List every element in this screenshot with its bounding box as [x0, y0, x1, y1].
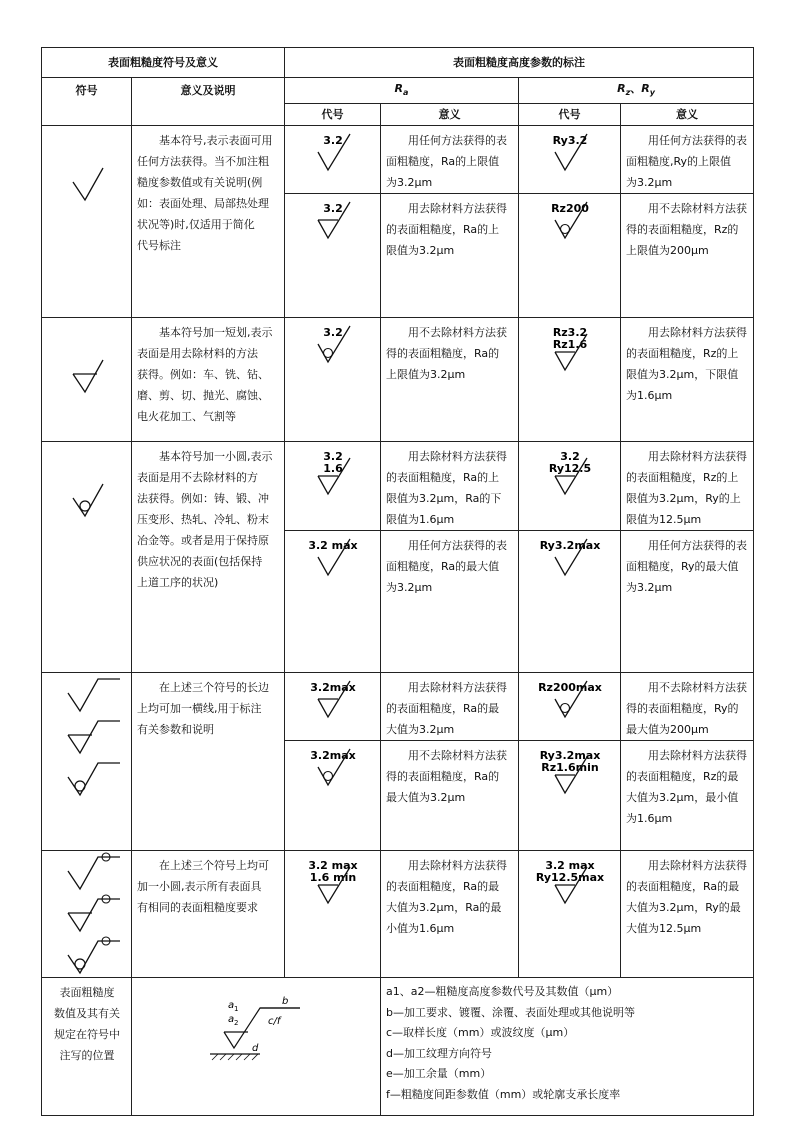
- ra-meaning: [381, 194, 519, 318]
- ra-code-symbol-icon: [288, 677, 378, 733]
- rz-code-symbol-icon: [525, 855, 615, 911]
- legend-item: d—加工纹理方向符号: [386, 1046, 492, 1060]
- ra-meaning-line: 面粗糙度，Ra的上限值: [386, 155, 500, 169]
- table-row: [42, 442, 754, 531]
- rz-meaning-line: 限值为3.2μm，Ry的上: [626, 492, 741, 506]
- ra-meaning: [381, 851, 519, 978]
- svg-text:Rz3.2: Rz3.2: [552, 326, 587, 340]
- label-d: d: [252, 1043, 259, 1055]
- symbol-cell: [42, 126, 132, 318]
- ra-meaning-line: 面粗糙度，Ra的最大值: [386, 560, 500, 574]
- rz-meaning-line: 为1.6μm: [626, 812, 673, 826]
- symbol-description-line: 任何方法获得。当不加注粗: [137, 155, 269, 169]
- ra-code-cell: [285, 318, 381, 442]
- long-leg-noremoval-symbol-icon: [56, 935, 126, 977]
- symbol-description: [132, 851, 285, 978]
- rz-meaning-line: 大值为3.2μm，最小值: [626, 791, 739, 805]
- symbol-description: [132, 442, 285, 673]
- symbol-description-line: 加一小圆,表示所有表面具: [137, 880, 262, 894]
- svg-text:Rz200: Rz200: [550, 202, 589, 216]
- ra-code-symbol-icon: [288, 322, 378, 378]
- ra-meaning-line: 用任何方法获得的表: [386, 134, 507, 148]
- notation-label-line: 注写的位置: [59, 1049, 115, 1063]
- rz-meaning: [621, 318, 754, 442]
- symbol-description: [132, 673, 285, 851]
- symbol-description-line: 如：表面处理、局部热处理: [137, 197, 269, 211]
- ra-meaning: [381, 318, 519, 442]
- rz-meaning-line: 用不去除材料方法获: [626, 202, 747, 216]
- label-cf: c/f: [268, 1016, 281, 1028]
- ra-group-header: $R_a$: [285, 78, 519, 104]
- ra-meaning-header: 意义: [381, 104, 519, 126]
- symbol-description-line: 表面是用不去除材料的方: [137, 471, 258, 485]
- svg-text:Ry12.5: Ry12.5: [548, 462, 591, 476]
- ra-meaning-line: 得的表面粗糙度，Ra的: [386, 347, 500, 361]
- svg-text:3.2: 3.2: [322, 450, 343, 464]
- symbol-cell: [42, 318, 132, 442]
- ra-code-symbol-icon: [288, 446, 378, 502]
- ra-meaning-line: 用去除材料方法获得: [386, 681, 507, 695]
- svg-text:Rz1.6min: Rz1.6min: [540, 761, 599, 775]
- ra-code-cell: [285, 126, 381, 194]
- ra-meaning: [381, 442, 519, 531]
- rz-code-cell: [519, 673, 621, 741]
- rz-code-symbol-icon: [525, 745, 615, 801]
- table-row: [42, 851, 754, 978]
- rz-code-cell: [519, 442, 621, 531]
- table-row: [42, 318, 754, 442]
- rz-meaning-line: 限值为3.2μm，下限值: [626, 368, 739, 382]
- rz-meaning-line: 得的表面粗糙度，Rz的: [626, 223, 739, 237]
- rz-meaning-line: 用去除材料方法获得: [626, 326, 747, 340]
- rz-meaning: [621, 194, 754, 318]
- symbol-description-line: 压变形、热轧、冷轧、粉末: [137, 513, 269, 527]
- symbol-description-line: 基本符号,表示表面可用: [137, 134, 273, 148]
- svg-text:Rz1.6: Rz1.6: [552, 338, 587, 352]
- rz-meaning-line: 大值为3.2μm，Ry的最: [626, 901, 741, 915]
- ra-code-symbol-icon: [288, 745, 378, 801]
- ra-code-cell: [285, 442, 381, 531]
- rz-code-symbol-icon: [525, 322, 615, 378]
- no-removal-symbol-icon: [57, 450, 117, 520]
- ra-meaning-line: 的表面粗糙度，Ra的上: [386, 471, 500, 485]
- ra-meaning-line: 用去除材料方法获得: [386, 859, 507, 873]
- rz-meaning-line: 的表面粗糙度，Rz的最: [626, 770, 739, 784]
- left-section-title: 表面粗糙度符号及意义: [42, 48, 285, 78]
- long-leg-noremoval-symbol-icon: [56, 757, 126, 799]
- right-section-title: 表面粗糙度高度参数的标注: [285, 48, 754, 78]
- long-leg-removal-symbol-icon: [56, 893, 126, 935]
- rz-meaning-line: 的表面粗糙度，Ra的最: [626, 880, 740, 894]
- ra-meaning-line: 的表面粗糙度，Ra的最: [386, 702, 500, 716]
- rz-code-cell: [519, 126, 621, 194]
- rz-meaning: [621, 741, 754, 851]
- svg-text:3.2: 3.2: [322, 134, 343, 148]
- symbol-description-line: 状况等)时,仅适用于简化: [137, 218, 255, 232]
- notation-diagram-cell: [132, 978, 381, 1116]
- ra-meaning-line: 用去除材料方法获得: [386, 450, 507, 464]
- ra-code-cell: [285, 673, 381, 741]
- ra-meaning-line: 最大值为3.2μm: [386, 791, 466, 805]
- roughness-table-sheet: [41, 47, 754, 1116]
- long-leg-removal-symbol-icon: [56, 715, 126, 757]
- rz-meaning-line: 为1.6μm: [626, 389, 673, 403]
- rz-code-symbol-icon: [525, 677, 615, 733]
- ra-code-symbol-icon: [288, 855, 378, 911]
- rz-meaning-line: 用任何方法获得的表: [626, 539, 747, 553]
- ra-meaning-line: 用任何方法获得的表: [386, 539, 507, 553]
- ra-meaning-line: 用不去除材料方法获: [386, 749, 507, 763]
- ra-code-cell: [285, 194, 381, 318]
- meaning-column-header: 意义及说明: [132, 78, 285, 126]
- symbol-description-line: 磨、剪、切、抛光、腐蚀、: [137, 389, 269, 403]
- ra-meaning: [381, 673, 519, 741]
- ra-meaning-line: 得的表面粗糙度，Ra的: [386, 770, 500, 784]
- ra-meaning: [381, 741, 519, 851]
- ra-code-header: 代号: [285, 104, 381, 126]
- svg-text:3.2 max: 3.2 max: [544, 859, 595, 873]
- svg-text:Ry3.2max: Ry3.2max: [539, 749, 600, 763]
- rz-code-symbol-icon: [525, 130, 615, 186]
- rz-meaning: [621, 673, 754, 741]
- table-row: [42, 673, 754, 741]
- symbol-description-line: 上均可加一横线,用于标注: [137, 702, 262, 716]
- ra-meaning-line: 限值为3.2μm，Ra的下: [386, 492, 502, 506]
- legend-item: f—粗糙度间距参数值（mm）或轮廓支承长度率: [386, 1087, 621, 1101]
- rz-meaning: [621, 442, 754, 531]
- ra-meaning-line: 限值为3.2μm: [386, 244, 455, 258]
- rz-meaning-line: 面粗糙度，Ry的最大值: [626, 560, 739, 574]
- rz-ry-group-header: $R_z$、$R_y$: [519, 78, 754, 104]
- ra-meaning-line: 为3.2μm: [386, 176, 433, 190]
- symbol-description: [132, 126, 285, 318]
- label-b: b: [282, 996, 289, 1008]
- rz-code-symbol-icon: [525, 446, 615, 502]
- notation-position-label: [42, 978, 132, 1116]
- basic-symbol-icon: [57, 134, 117, 204]
- rz-meaning-line: 面粗糙度,Ry的上限值: [626, 155, 732, 169]
- rz-code-symbol-icon: [525, 198, 615, 254]
- symbol-column-header: 符号: [42, 78, 132, 126]
- rz-meaning-line: 用不去除材料方法获: [626, 681, 747, 695]
- ra-code-cell: [285, 741, 381, 851]
- rz-meaning: [621, 126, 754, 194]
- rz-meaning-line: 最大值为200μm: [626, 723, 709, 737]
- notation-label-line: 数值及其有关: [54, 1007, 120, 1021]
- ra-meaning-line: 小值为1.6μm: [386, 922, 455, 936]
- notation-legend: [381, 978, 754, 1116]
- svg-text:3.2 max: 3.2 max: [307, 539, 358, 553]
- table-row: [42, 126, 754, 194]
- symbol-cell: [42, 673, 132, 851]
- rz-meaning-line: 限值为12.5μm: [626, 513, 702, 527]
- long-leg-basic-symbol-icon: [56, 851, 126, 893]
- rz-code-cell: [519, 851, 621, 978]
- roughness-table: [41, 47, 754, 1116]
- symbol-description-line: 基本符号加一短划,表示: [137, 326, 273, 340]
- notation-position-diagram: [132, 978, 381, 1108]
- legend-item: a1、a2—粗糙度高度参数代号及其数值（μm）: [386, 985, 619, 999]
- symbol-cell: [42, 851, 132, 978]
- symbol-description-line: 法获得。例如：铸、锻、冲: [137, 492, 269, 506]
- legend-item: b—加工要求、镀覆、涂覆、表面处理或其他说明等: [386, 1005, 635, 1019]
- removal-symbol-icon: [57, 326, 117, 396]
- legend-item: e—加工余量（mm）: [386, 1067, 492, 1081]
- svg-text:Ry12.5max: Ry12.5max: [535, 871, 604, 885]
- rz-code-cell: [519, 741, 621, 851]
- svg-text:3.2max: 3.2max: [309, 749, 356, 763]
- ra-code-cell: [285, 531, 381, 673]
- ra-meaning-line: 大值为3.2μm: [386, 723, 455, 737]
- svg-text:1.6: 1.6: [322, 462, 343, 476]
- ra-meaning-line: 为3.2μm: [386, 581, 433, 595]
- rz-meaning-line: 用任何方法获得的表: [626, 134, 747, 148]
- symbol-description-line: 在上述三个符号上均可: [137, 859, 269, 873]
- symbol-description-line: 表面是用去除材料的方法: [137, 347, 258, 361]
- rz-code-header: 代号: [519, 104, 621, 126]
- svg-text:Ry3.2: Ry3.2: [552, 134, 587, 148]
- symbol-description: [132, 318, 285, 442]
- ra-meaning-line: 的表面粗糙度，Ra的最: [386, 880, 500, 894]
- rz-meaning-header: 意义: [621, 104, 754, 126]
- rz-code-cell: [519, 194, 621, 318]
- svg-text:3.2max: 3.2max: [309, 681, 356, 695]
- svg-text:3.2 max: 3.2 max: [307, 859, 358, 873]
- ra-meaning-line: 上限值为3.2μm: [386, 368, 466, 382]
- rz-meaning-line: 的表面粗糙度，Rz的上: [626, 471, 739, 485]
- rz-code-cell: [519, 318, 621, 442]
- ra-meaning-line: 用不去除材料方法获: [386, 326, 507, 340]
- long-leg-basic-symbol-icon: [56, 673, 126, 715]
- symbol-cell: [42, 442, 132, 673]
- svg-text:Rz200max: Rz200max: [537, 681, 602, 695]
- label-a1: a: [228, 1000, 235, 1012]
- rz-code-symbol-icon: [525, 535, 615, 591]
- svg-text:3.2: 3.2: [559, 450, 580, 464]
- ra-meaning-line: 限值为1.6μm: [386, 513, 455, 527]
- symbol-description-line: 有关参数和说明: [137, 723, 214, 737]
- ra-code-symbol-icon: [288, 198, 378, 254]
- rz-meaning-line: 得的表面粗糙度，Ry的: [626, 702, 739, 716]
- symbol-description-line: 上道工序的状况): [137, 576, 219, 590]
- ra-meaning-line: 用去除材料方法获得: [386, 202, 507, 216]
- rz-meaning-line: 大值为12.5μm: [626, 922, 702, 936]
- ra-meaning-line: 大值为3.2μm，Ra的最: [386, 901, 502, 915]
- legend-item: c—取样长度（mm）或波纹度（μm）: [386, 1026, 575, 1040]
- all-surfaces-symbols-icon: [42, 851, 131, 977]
- symbol-description-line: 代号标注: [137, 239, 181, 253]
- svg-text:Ry3.2max: Ry3.2max: [539, 539, 600, 553]
- ra-code-symbol-icon: [288, 130, 378, 186]
- symbol-description-line: 基本符号加一小圆,表示: [137, 450, 273, 464]
- ra-code-symbol-icon: [288, 535, 378, 591]
- long-leg-symbols-icon: [42, 673, 131, 799]
- symbol-description-line: 电火花加工、气割等: [137, 410, 236, 424]
- rz-code-cell: [519, 531, 621, 673]
- rz-meaning-line: 用去除材料方法获得: [626, 859, 747, 873]
- ra-meaning-line: 的表面粗糙度，Ra的上: [386, 223, 500, 237]
- symbol-description-line: 获得。例如：车、铣、钻、: [137, 368, 269, 382]
- svg-text:2: 2: [234, 1019, 239, 1028]
- rz-meaning-line: 的表面粗糙度，Rz的上: [626, 347, 739, 361]
- symbol-description-line: 冶金等。或者是用于保持原: [137, 534, 269, 548]
- notation-label-line: 表面粗糙度: [59, 986, 115, 1000]
- symbol-description-line: 有相同的表面粗糙度要求: [137, 901, 258, 915]
- svg-text:a: a: [228, 1014, 235, 1026]
- rz-meaning-line: 为3.2μm: [626, 581, 673, 595]
- rz-meaning-line: 为3.2μm: [626, 176, 673, 190]
- symbol-description-line: 供应状况的表面(包括保持: [137, 555, 263, 569]
- rz-meaning: [621, 531, 754, 673]
- ra-code-cell: [285, 851, 381, 978]
- symbol-description-line: 糙度参数值或有关说明(例: [137, 176, 263, 190]
- notation-label-line: 规定在符号中: [54, 1028, 120, 1042]
- ra-meaning: [381, 126, 519, 194]
- rz-meaning-line: 上限值为200μm: [626, 244, 709, 258]
- ra-meaning: [381, 531, 519, 673]
- rz-meaning: [621, 851, 754, 978]
- svg-text:3.2: 3.2: [322, 202, 343, 216]
- svg-text:3.2: 3.2: [322, 326, 343, 340]
- symbol-description-line: 在上述三个符号的长边: [137, 681, 269, 695]
- svg-text:1: 1: [234, 1005, 239, 1014]
- svg-text:1.6 min: 1.6 min: [309, 871, 356, 885]
- rz-meaning-line: 用去除材料方法获得: [626, 450, 747, 464]
- rz-meaning-line: 用去除材料方法获得: [626, 749, 747, 763]
